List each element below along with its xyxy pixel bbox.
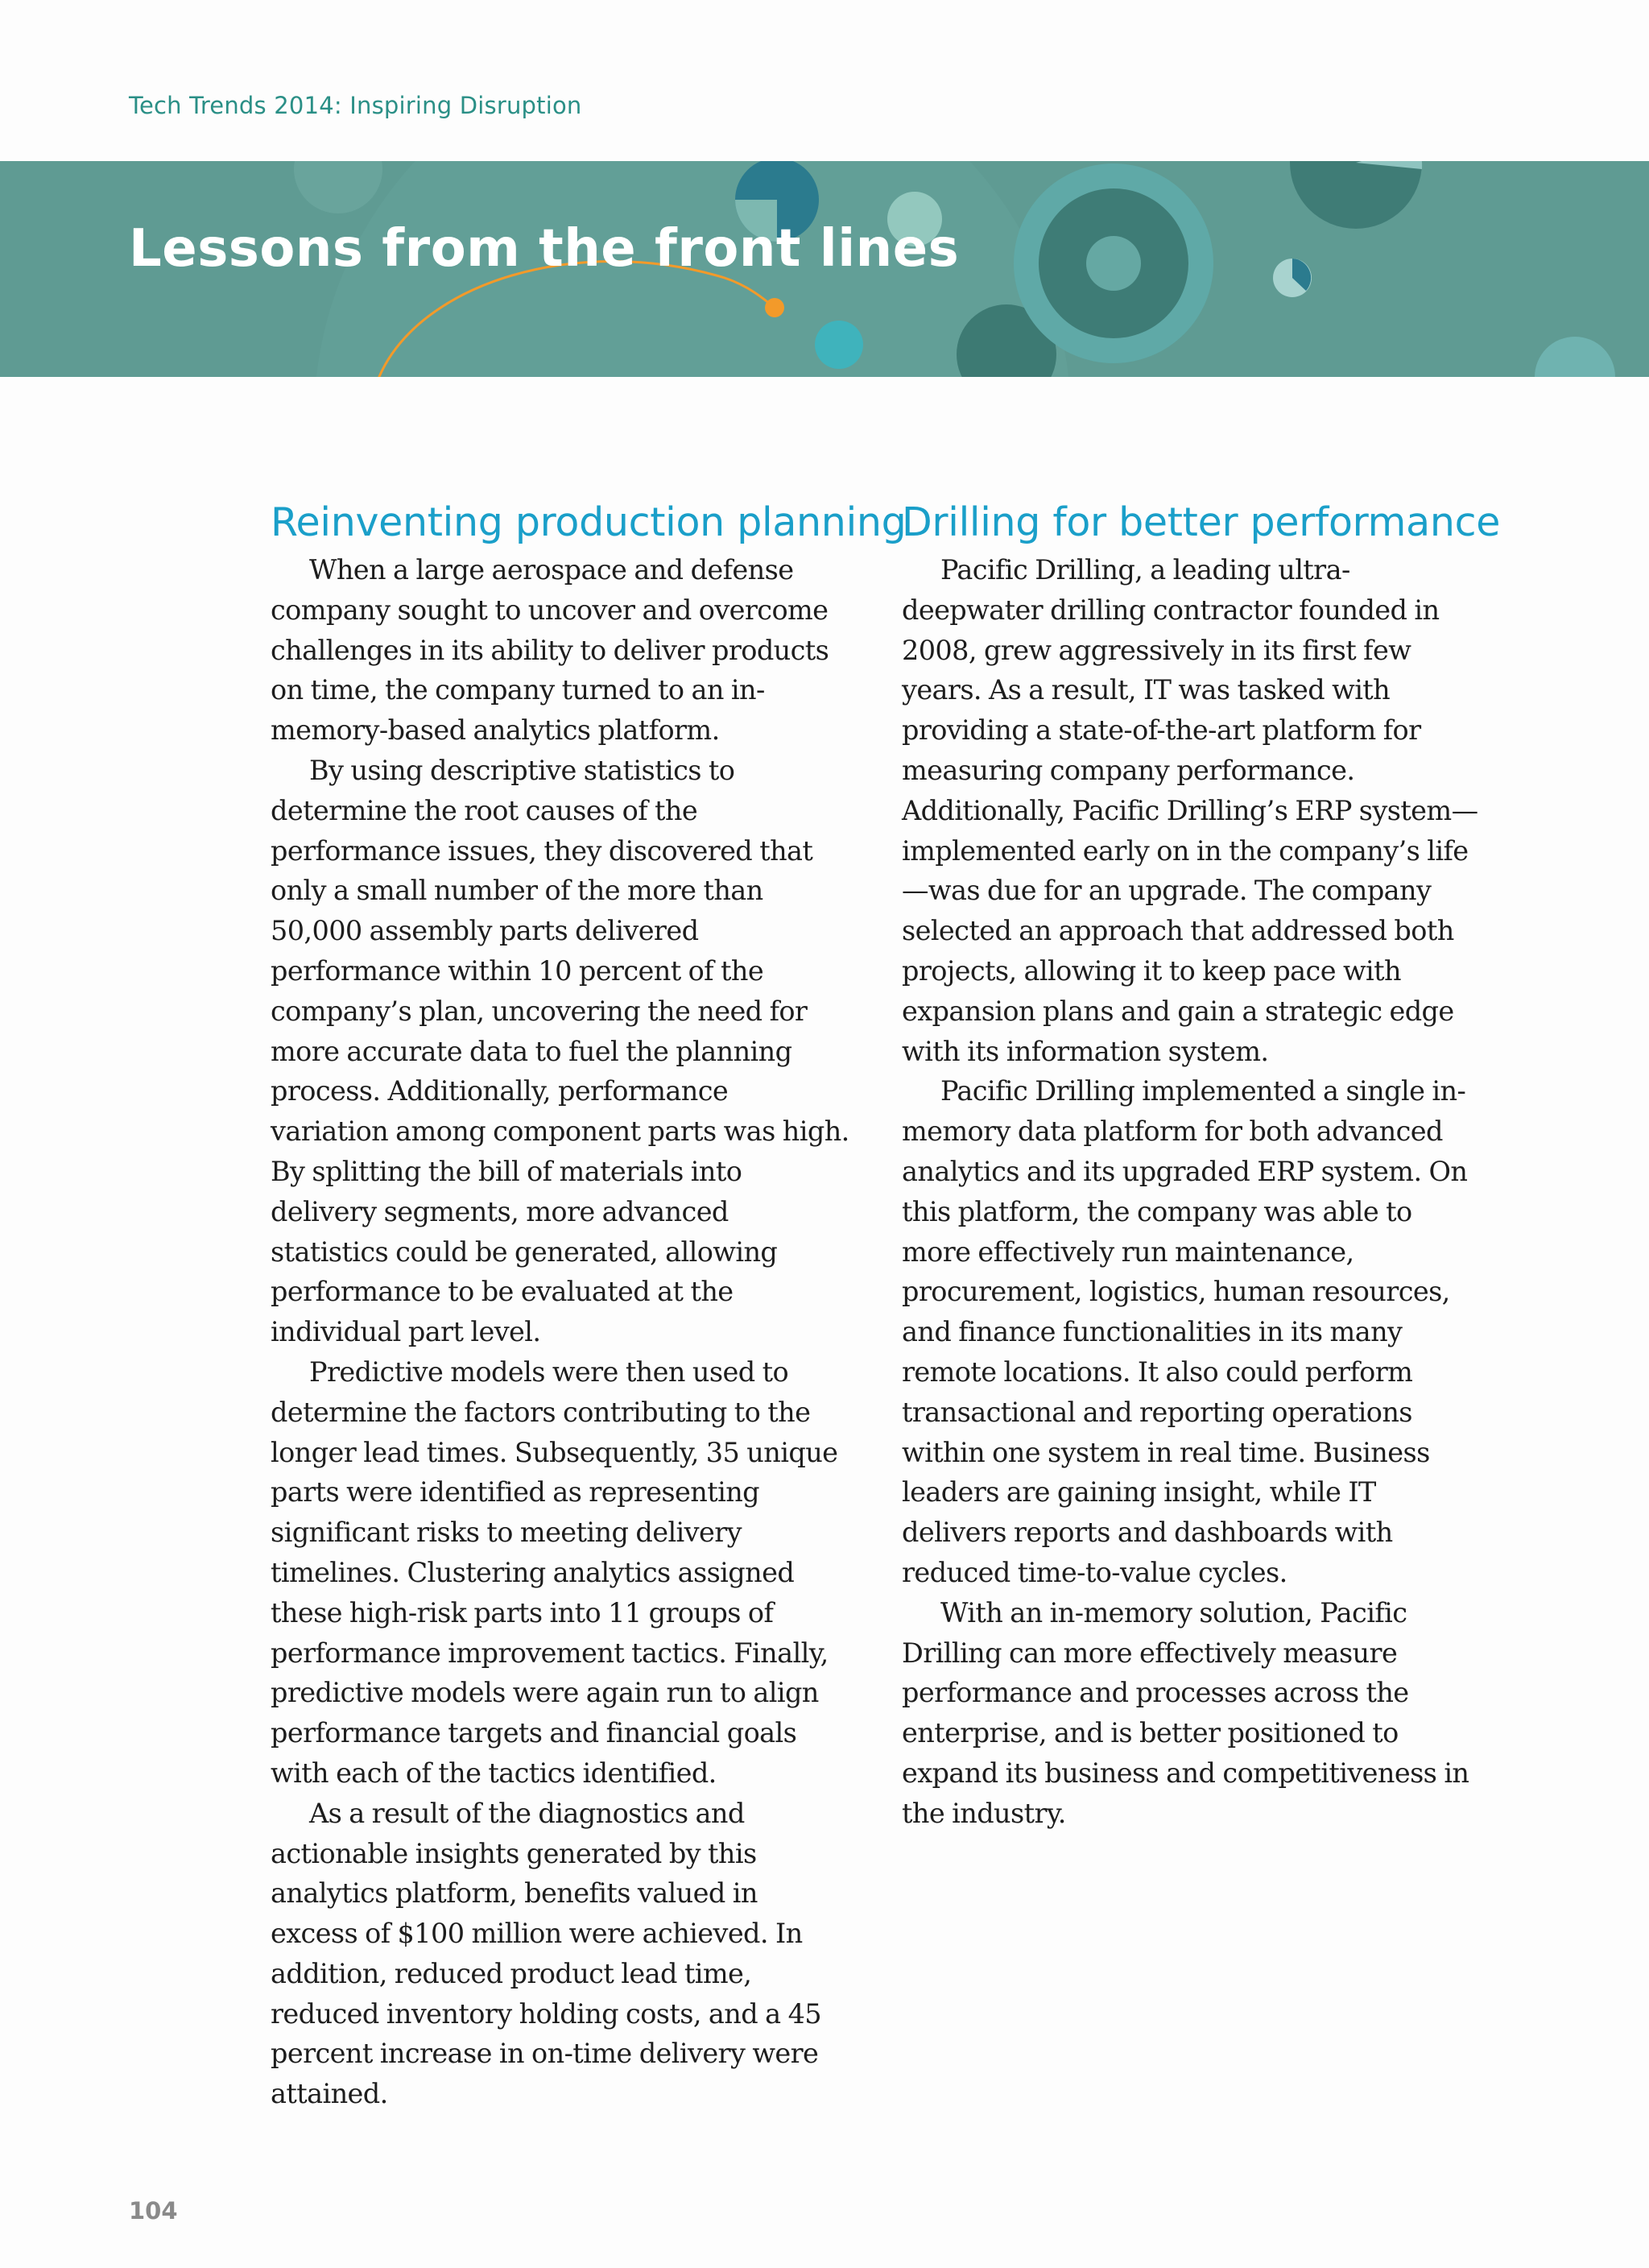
body-paragraph: By using descriptive statistics to determine the root causes of the performance issues, they discovered that only a small number of the more than 50,000 assembly parts delivered performance within 10 percent of the company’s plan, uncovering the need for more accurate data to fuel the planning process. Additionally, performance variation among component parts was high. By splitting the bill of materials into delivery segments, more advanced statistics could be generated, allowing performance to be evaluated at the individual part level. (271, 754, 849, 1348)
body-paragraph: As a result of the diagnostics and actionable insights generated by this analytics platform, benefits valued in excess of $100 million were achieved. In addition, reduced product lead time, reduced inventory holding costs, and a 45 percent increase in on-time delivery were attained. (271, 1797, 822, 2110)
page-number: 104 (129, 2197, 178, 2225)
case-study-production-planning (271, 499, 907, 2114)
body-paragraph: Predictive models were then used to determine the factors contributing to the longer lead times. Subsequently, 35 unique parts were identified as representing significant risks to meeting delivery timelines. Clustering analytics assigned these high-risk parts into 11 groups of performance improvement tactics. Finally, predictive models were again run to align performance targets and financial goals with each of the tactics identified. (271, 1355, 838, 1789)
body-paragraph: Pacific Drilling, a leading ultra-deepwater drilling contractor founded in 2008, grew aggressively in its first few years. As a result, IT was tasked with providing a state-of-the-art platform for measuring company performance. Additionally, Pacific Drilling’s ERP system—implemented early on in the company’s life—was due for an upgrade. The company selected an approach that addressed both projects, allowing it to keep pace with expansion plans and gain a strategic edge with its information system. (902, 554, 1478, 1067)
section-banner (0, 161, 1649, 377)
body-paragraph: Pacific Drilling implemented a single in-memory data platform for both advanced analytics and its upgraded ERP system. On this platform, the company was able to more effectively run maintenance, procurement, logistics, human resources, and finance functionalities in its many remote locations. It also could perform transactional and reporting operations within one system in real time. Business leaders are gaining insight, while IT delivers reports and dashboards with reduced time-to-value cycles. (902, 1075, 1468, 1588)
body-paragraph: With an in-memory solution, Pacific Drilling can more effectively measure performance and processes across the enterprise, and is better positioned to expand its business and competitiveness in the industry. (902, 1596, 1469, 1829)
case-study-drilling-performance (902, 499, 1501, 1834)
case-study-heading: Drilling for better performance (902, 499, 1501, 545)
running-header: Tech Trends 2014: Inspiring Disruption (129, 92, 582, 119)
body-paragraph: When a large aerospace and defense company sought to uncover and overcome challenges in its ability to deliver products on time, the company turned to an in-memory-based analytics platform. (271, 554, 829, 747)
banner-title: Lessons from the front lines (129, 219, 960, 279)
case-study-heading: Reinventing production planning (271, 499, 907, 545)
